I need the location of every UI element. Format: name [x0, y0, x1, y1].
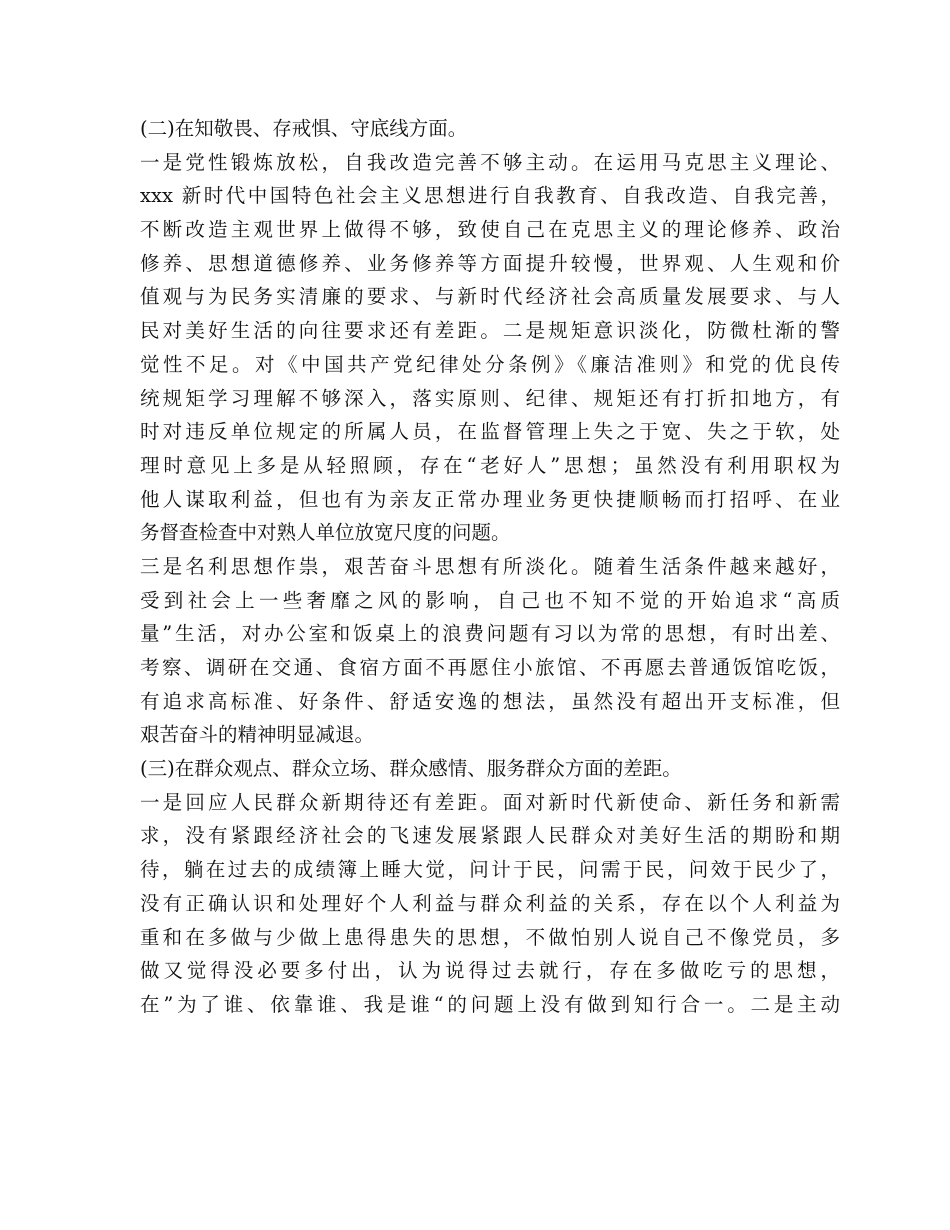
text-line: 时对违反单位规定的所属人员，在监督管理上失之于宽、失之于软，处: [140, 420, 840, 444]
text-line: 在”为了谁、依靠谁、我是谁“的问题上没有做到知行合一。二是主动: [140, 992, 840, 1016]
body-text: [140, 112, 840, 1022]
text-line: 不断改造主观世界上做得不够，致使自己在克思主义的理论修养、政治: [140, 218, 840, 242]
text-line: 一是党性锻炼放松，自我改造完善不够主动。在运用马克思主义理论、: [140, 150, 840, 174]
text-line: 重和在多做与少做上患得患失的思想，不做怕别人说自己不像党员，多: [140, 925, 840, 949]
text-line: 受到社会上一些奢靡之风的影响，自己也不知不觉的开始追求“高质: [140, 588, 840, 612]
text-line: 求，没有紧跟经济社会的飞速发展紧跟人民群众对美好生活的期盼和期: [140, 824, 840, 848]
text-line: 修养、思想道德修养、业务修养等方面提升较慢，世界观、人生观和价: [140, 251, 840, 275]
section-heading-3: (三)在群众观点、群众立场、群众感情、服务群众方面的差距。: [140, 757, 682, 781]
text-line: 待，躺在过去的成绩簿上睡大觉，问计于民，问需于民，问效于民少了，: [140, 858, 840, 882]
text-line: 量”生活，对办公室和饭桌上的浪费问题有习以为常的思想，有时出差、: [140, 622, 840, 646]
text-line: 三是名利思想作祟，艰苦奋斗思想有所淡化。随着生活条件越来越好，: [140, 554, 840, 578]
text-line: 民对美好生活的向往要求还有差距。二是规矩意识淡化，防微杜渐的警: [140, 319, 840, 343]
text-line: xxx 新时代中国特色社会主义思想进行自我教育、自我改造、自我完善，: [140, 184, 840, 208]
text-line: 一是回应人民群众新期待还有差距。面对新时代新使命、新任务和新需: [140, 790, 840, 814]
text-line: 艰苦奋斗的精神明显减退。: [140, 723, 375, 747]
text-line: 统规矩学习理解不够深入，落实原则、纪律、规矩还有打折扣地方，有: [140, 386, 840, 410]
text-line: 他人谋取利益，但也有为亲友正常办理业务更快捷顺畅而打招呼、在业: [140, 487, 840, 511]
text-line: 没有正确认识和处理好个人利益与群众利益的关系，存在以个人利益为: [140, 891, 840, 915]
text-line: 觉性不足。对《中国共产党纪律处分条例》《廉洁准则》和党的优良传: [140, 352, 840, 376]
text-line: 值观与为民务实清廉的要求、与新时代经济社会高质量发展要求、与人: [140, 285, 840, 309]
text-line: 理时意见上多是从轻照顾，存在“老好人”思想；虽然没有利用职权为: [140, 453, 840, 477]
text-line: 考察、调研在交通、食宿方面不再愿住小旅馆、不再愿去普通饭馆吃饭，: [140, 656, 840, 679]
text-line: 务督查检查中对熟人单位放宽尺度的问题。: [140, 521, 511, 545]
text-line: 有追求高标准、好条件、舒适安逸的想法，虽然没有超出开支标准，但: [140, 689, 840, 713]
text-line: 做又觉得没必要多付出，认为说得过去就行，存在多做吃亏的思想，: [140, 959, 840, 983]
section-heading-2: (二)在知敬畏、存戒惧、守底线方面。: [140, 117, 468, 140]
